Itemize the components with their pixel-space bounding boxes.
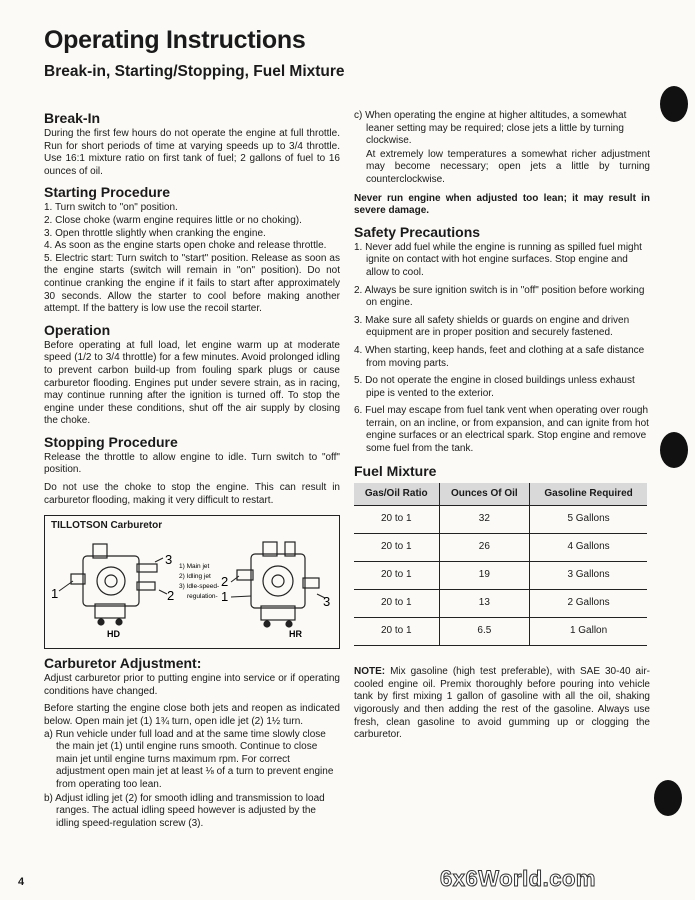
- page-subtitle: Break-in, Starting/Stopping, Fuel Mixture: [44, 63, 345, 80]
- stopping-heading: Stopping Procedure: [44, 433, 178, 450]
- table-cell: 20 to 1: [354, 534, 439, 562]
- stopping-text-1: Release the throttle to allow engine to idle. Turn switch to "off" position.: [44, 451, 340, 476]
- legend-main-jet: 1) Main jet: [179, 563, 210, 571]
- table-row: [354, 534, 647, 562]
- safety-item: 1. Never add fuel while the engine is running as spilled fuel might ignite on contact with hot engine surfaces. Stop engine and allow to cool.: [354, 241, 642, 278]
- adjustment-p1: Adjust carburetor prior to putting engine into service or if operating conditions have changed.: [44, 673, 340, 697]
- adjustment-step: a) Run vehicle under full load and at the same time slowly close the main jet (1) until engine runs smooth. Continue to close main jet until engine turns maximum rpm. For correct adjustment open main jet at least ⅛ of a turn to prevent engine from operating too lean.: [44, 728, 334, 790]
- carburetor-drawing: [51, 534, 333, 638]
- starting-step: 5. Electric start: Turn switch to "start" position. Release as soon as the engine starts (switch will remain in "on" position). Do not continue cranking the engine if it fails to start after approximately 30 seconds. Allow the starter to cool before making another attempt. If the battery is low use the recoil starter.: [44, 252, 340, 315]
- table-cell: 13: [439, 590, 530, 618]
- callout-2-left: 2: [167, 588, 175, 604]
- callout-3-right: 3: [323, 594, 331, 610]
- legend-idling-jet: 2) Idling jet: [179, 573, 211, 581]
- adjustment-step-c-cold: At extremely low temperatures a somewhat richer adjustment may become necessary; open jets a little by turning counterclockwise.: [366, 148, 650, 185]
- safety-list: [354, 242, 650, 456]
- table-header-row: [354, 483, 647, 506]
- page-title: Operating Instructions: [44, 26, 306, 54]
- hr-label: HR: [289, 629, 302, 639]
- lean-warning: Never run engine when adjusted too lean; it may result in severe damage.: [354, 192, 650, 217]
- carburetor-figure-title: TILLOTSON Carburetor: [51, 520, 163, 532]
- binder-hole-middle: [660, 432, 688, 468]
- starting-steps: [44, 202, 340, 315]
- adjustment-heading: Carburetor Adjustment:: [44, 655, 202, 672]
- table-cell: 4 Gallons: [530, 534, 647, 562]
- table-row: [354, 562, 647, 590]
- safety-item: 5. Do not operate the engine in closed buildings unless exhaust pipe is vented to the exterior.: [354, 375, 635, 399]
- table-row: [354, 590, 647, 618]
- starting-step: 1. Turn switch to "on" position.: [44, 202, 178, 214]
- table-cell: 26: [439, 534, 530, 562]
- table-cell: 20 to 1: [354, 590, 439, 618]
- table-row: [354, 506, 647, 534]
- table-cell: 20 to 1: [354, 506, 439, 534]
- table-cell: 1 Gallon: [530, 618, 647, 646]
- column-header: Gas/Oil Ratio: [354, 483, 439, 506]
- table-cell: 3 Gallons: [530, 562, 647, 590]
- column-header: Gasoline Required: [530, 483, 647, 506]
- adjustment-steps: [44, 729, 340, 831]
- breakin-text: During the first few hours do not operate the engine at full throttle. Run for short periods of time at varying speeds up to 3/4 throttle. Use 16:1 mixture ratio on first tank of fuel; 2 gallons of fuel to 16 ounces of oil.: [44, 128, 340, 177]
- table-cell: 19: [439, 562, 530, 590]
- hd-label: HD: [107, 629, 120, 639]
- operation-text: Before operating at full load, let engine warm up at moderate speed (1/2 to 3/4 throttle) for a few minutes. Avoid prolonged idling to prevent carbon build-up from fouling spark plugs or cause carburetor flooding. Engines put under severe strain, as in racing, may continue running after the ignition is turned off. To stop the engine under these conditions, shut off the air supply by closing the choke.: [44, 339, 340, 427]
- table-cell: 20 to 1: [354, 562, 439, 590]
- breakin-heading: Break-In: [44, 110, 101, 126]
- callout-1-right: 1: [221, 589, 229, 605]
- adjustment-steps-continued: [354, 110, 650, 148]
- table-cell: 6.5: [439, 618, 530, 646]
- binder-hole-top: [660, 86, 688, 122]
- adjustment-step-c: c) When operating the engine at higher altitudes, a somewhat leaner setting may be required; close jets a little by turning clockwise.: [354, 110, 627, 147]
- callout-1-left: 1: [51, 586, 59, 602]
- starting-step: 3. Open throttle slightly when cranking the engine.: [44, 227, 266, 239]
- site-watermark: 6x6World.com: [440, 866, 596, 891]
- safety-item: 3. Make sure all safety shields or guards on engine and driven equipment are in proper position and securely fastened.: [354, 314, 630, 339]
- stopping-text-2: Do not use the choke to stop the engine. This can result in carburetor flooding, making it very difficult to restart.: [44, 482, 340, 506]
- fuel-note-label: NOTE:: [354, 666, 386, 678]
- table-cell: 20 to 1: [354, 618, 439, 646]
- operation-heading: Operation: [44, 321, 111, 338]
- adjustment-p2: Before starting the engine close both jets and reopen as indicated below. Open main jet (1) 1¾ turn, open idle jet (2) 1½ turn.: [44, 703, 340, 728]
- fuel-mixture-heading: Fuel Mixture: [354, 462, 437, 479]
- safety-heading: Safety Precautions: [354, 223, 481, 240]
- adjustment-step: b) Adjust idling jet (2) for smooth idling and transmission to load ranges. The actual idling speed however is adjusted by the idling speed-regulation screw (3).: [44, 792, 325, 829]
- column-header: Ounces Of Oil: [439, 483, 530, 506]
- safety-item: 6. Fuel may escape from fuel tank vent when operating over rough terrain, on an incline, or from expansion, and can ignite from hot engine surfaces or an electrical spark. Stop engine and remove some fuel from the tank.: [354, 405, 649, 455]
- fuel-note: [354, 666, 650, 742]
- callout-3-left: 3: [165, 552, 173, 568]
- safety-item: 4. When starting, keep hands, feet and clothing at a safe distance from moving parts.: [354, 344, 645, 369]
- left-column: [44, 110, 340, 831]
- callout-2-right: 2: [221, 574, 229, 590]
- table-cell: 32: [439, 506, 530, 534]
- table-cell: 5 Gallons: [530, 506, 647, 534]
- binder-hole-bottom: [654, 780, 682, 816]
- carburetor-figure: [44, 515, 340, 649]
- legend-regulation: regulation-: [187, 593, 218, 601]
- safety-item: 2. Always be sure ignition switch is in "off" position before working on engine.: [354, 284, 645, 309]
- fuel-mixture-table: [354, 483, 647, 647]
- starting-step: 2. Close choke (warm engine requires little or no choking).: [44, 214, 302, 226]
- starting-step: 4. As soon as the engine starts open choke and release throttle.: [44, 240, 327, 252]
- fuel-note-text: Mix gasoline (high test preferable), with SAE 30-40 air-cooled engine oil. Premix thoroughly before pouring into vehicle tank by first mixing 1 gallon of gasoline with all the oil, shaking vigorously and then adding the rest of the gasoline. Always use fresh, clean gasoline to avoid gumming up or clogging the carburetor.: [354, 666, 650, 741]
- page-number: 4: [18, 876, 25, 888]
- table-row: [354, 618, 647, 646]
- legend-idle-speed: 3) Idle-speed-: [179, 583, 220, 591]
- table-cell: 2 Gallons: [530, 590, 647, 618]
- starting-heading: Starting Procedure: [44, 184, 171, 201]
- right-column: [354, 110, 650, 742]
